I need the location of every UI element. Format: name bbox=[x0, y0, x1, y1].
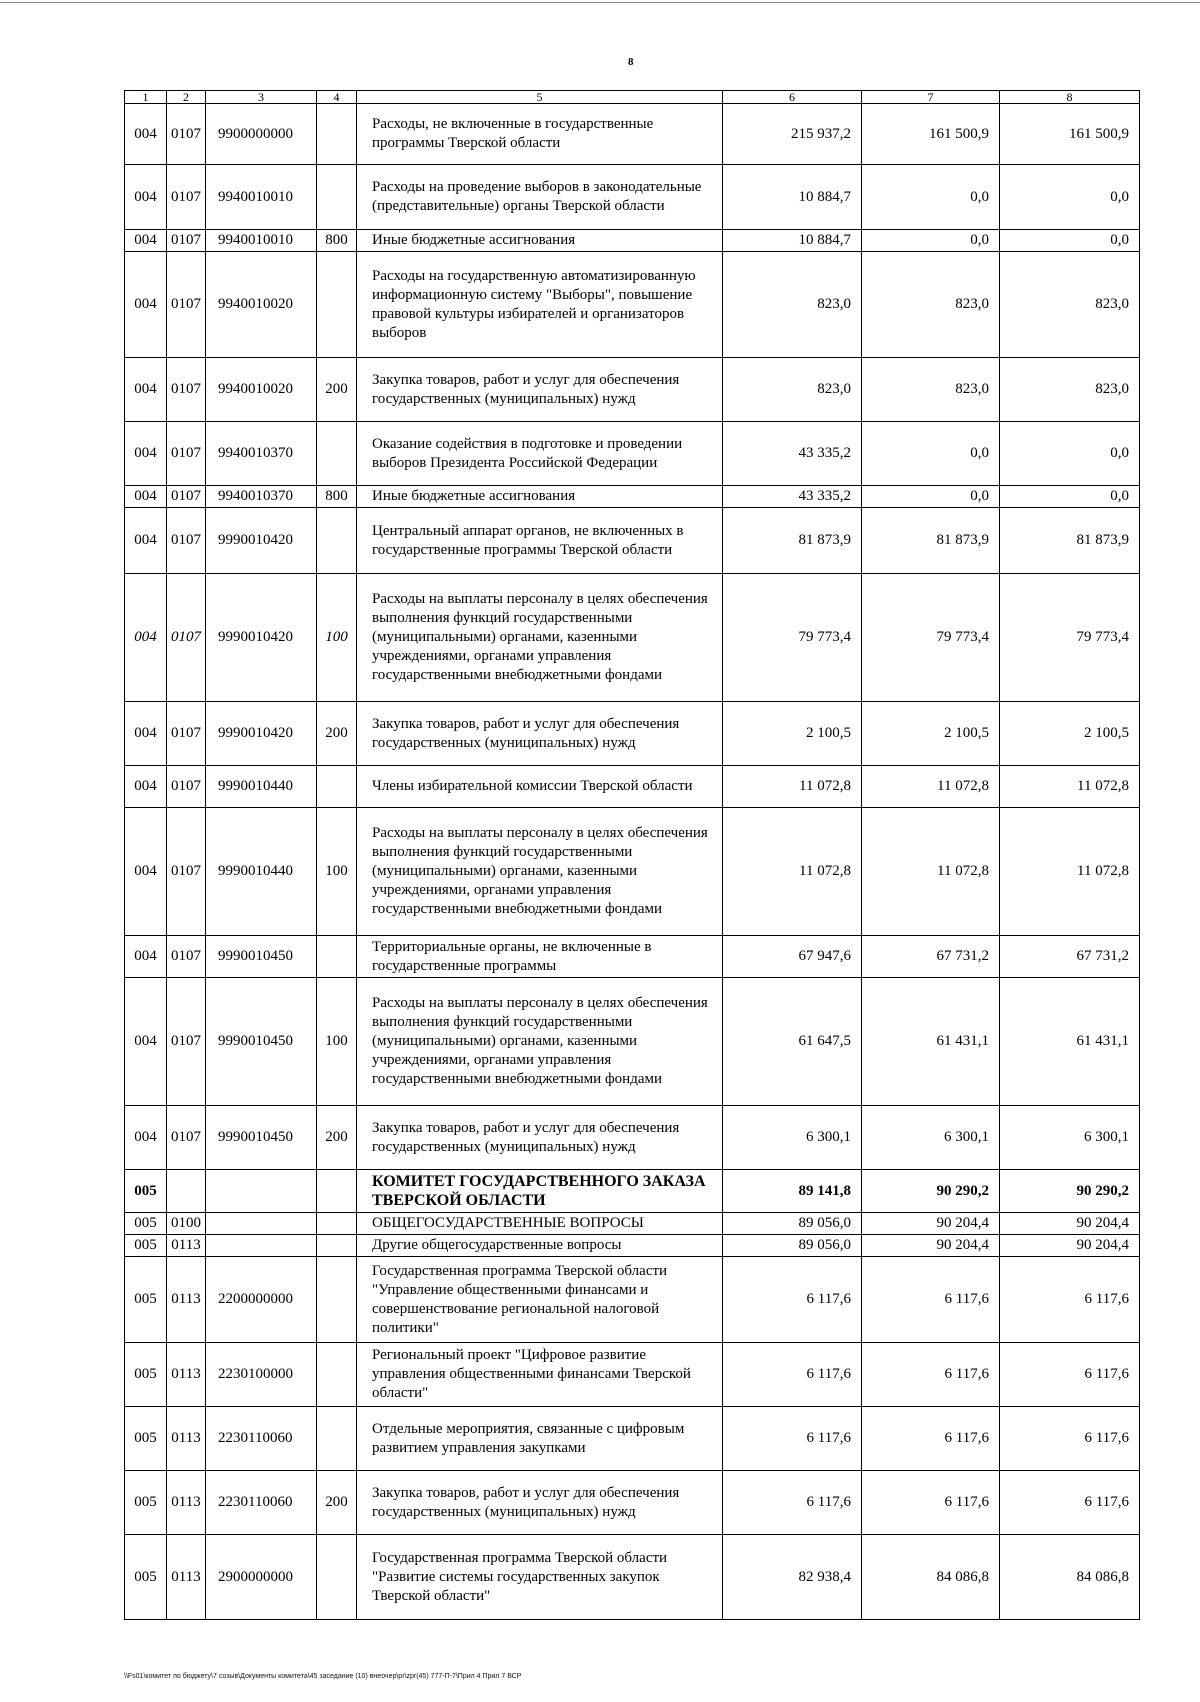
cell-ministry: 004 bbox=[125, 358, 167, 422]
cell-description: Закупка товаров, работ и услуг для обеспечения государственных (муниципальных) нужд bbox=[357, 358, 723, 422]
cell-amount-7: 11 072,8 bbox=[862, 808, 1000, 936]
cell-description: Закупка товаров, работ и услуг для обеспечения государственных (муниципальных) нужд bbox=[357, 1471, 723, 1535]
cell-section: 0107 bbox=[167, 574, 206, 702]
cell-amount-8: 0,0 bbox=[1000, 486, 1140, 508]
cell-target-item: 2230110060 bbox=[206, 1407, 317, 1471]
cell-amount-8: 6 300,1 bbox=[1000, 1106, 1140, 1170]
cell-amount-7: 67 731,2 bbox=[862, 936, 1000, 978]
cell-section: 0113 bbox=[167, 1407, 206, 1471]
cell-amount-8: 823,0 bbox=[1000, 252, 1140, 358]
cell-expense-type bbox=[317, 1257, 357, 1343]
cell-expense-type bbox=[317, 936, 357, 978]
cell-ministry: 004 bbox=[125, 230, 167, 252]
header-cell: 8 bbox=[1000, 91, 1140, 104]
table-row-committee bbox=[125, 1170, 1140, 1213]
cell-expense-type bbox=[317, 1235, 357, 1257]
cell-description: Государственная программа Тверской области "Развитие системы государственных закупок Тверской области" bbox=[357, 1535, 723, 1620]
cell-description: Территориальные органы, не включенные в государственные программы bbox=[357, 936, 723, 978]
cell-ministry: 005 bbox=[125, 1170, 167, 1213]
cell-amount-6: 823,0 bbox=[723, 252, 862, 358]
cell-expense-type: 200 bbox=[317, 358, 357, 422]
cell-ministry: 004 bbox=[125, 165, 167, 230]
cell-amount-6: 67 947,6 bbox=[723, 936, 862, 978]
cell-ministry: 005 bbox=[125, 1235, 167, 1257]
cell-section bbox=[167, 1170, 206, 1213]
table-row bbox=[125, 574, 1140, 702]
cell-expense-type bbox=[317, 104, 357, 165]
table-row bbox=[125, 702, 1140, 766]
cell-amount-7: 823,0 bbox=[862, 252, 1000, 358]
cell-section: 0107 bbox=[167, 978, 206, 1106]
cell-target-item bbox=[206, 1213, 317, 1235]
cell-description: КОМИТЕТ ГОСУДАРСТВЕННОГО ЗАКАЗА ТВЕРСКОЙ ОБЛАСТИ bbox=[357, 1170, 723, 1213]
cell-amount-7: 6 117,6 bbox=[862, 1257, 1000, 1343]
cell-ministry: 005 bbox=[125, 1213, 167, 1235]
cell-ministry: 004 bbox=[125, 766, 167, 808]
cell-expense-type bbox=[317, 1343, 357, 1407]
cell-amount-8: 90 290,2 bbox=[1000, 1170, 1140, 1213]
table-row bbox=[125, 358, 1140, 422]
cell-amount-8: 11 072,8 bbox=[1000, 808, 1140, 936]
cell-amount-7: 6 117,6 bbox=[862, 1471, 1000, 1535]
cell-section: 0107 bbox=[167, 252, 206, 358]
cell-expense-type: 800 bbox=[317, 486, 357, 508]
cell-section: 0113 bbox=[167, 1235, 206, 1257]
cell-amount-7: 6 117,6 bbox=[862, 1343, 1000, 1407]
cell-ministry: 004 bbox=[125, 936, 167, 978]
cell-amount-7: 0,0 bbox=[862, 165, 1000, 230]
cell-amount-8: 67 731,2 bbox=[1000, 936, 1140, 978]
cell-section: 0107 bbox=[167, 808, 206, 936]
cell-target-item: 2200000000 bbox=[206, 1257, 317, 1343]
table-row bbox=[125, 1471, 1140, 1535]
cell-amount-7: 6 117,6 bbox=[862, 1407, 1000, 1471]
table-row bbox=[125, 936, 1140, 978]
cell-expense-type bbox=[317, 1535, 357, 1620]
cell-amount-6: 6 117,6 bbox=[723, 1471, 862, 1535]
table-row bbox=[125, 808, 1140, 936]
cell-amount-6: 6 117,6 bbox=[723, 1407, 862, 1471]
cell-section: 0107 bbox=[167, 936, 206, 978]
cell-amount-6: 81 873,9 bbox=[723, 508, 862, 574]
cell-description: Иные бюджетные ассигнования bbox=[357, 486, 723, 508]
cell-amount-8: 79 773,4 bbox=[1000, 574, 1140, 702]
cell-amount-8: 0,0 bbox=[1000, 422, 1140, 486]
cell-expense-type bbox=[317, 1170, 357, 1213]
cell-target-item: 9990010420 bbox=[206, 574, 317, 702]
cell-section: 0107 bbox=[167, 165, 206, 230]
header-cell: 5 bbox=[357, 91, 723, 104]
cell-amount-6: 89 141,8 bbox=[723, 1170, 862, 1213]
cell-description: Региональный проект "Цифровое развитие управления общественными финансами Тверской области" bbox=[357, 1343, 723, 1407]
header-row bbox=[125, 91, 1140, 104]
cell-section: 0113 bbox=[167, 1343, 206, 1407]
cell-amount-7: 81 873,9 bbox=[862, 508, 1000, 574]
cell-target-item: 9940010020 bbox=[206, 358, 317, 422]
cell-amount-6: 823,0 bbox=[723, 358, 862, 422]
cell-amount-8: 0,0 bbox=[1000, 165, 1140, 230]
scan-artifact-line bbox=[0, 2, 1200, 3]
cell-target-item: 2230100000 bbox=[206, 1343, 317, 1407]
cell-expense-type bbox=[317, 1407, 357, 1471]
table-row bbox=[125, 1535, 1140, 1620]
cell-amount-6: 2 100,5 bbox=[723, 702, 862, 766]
cell-expense-type bbox=[317, 1213, 357, 1235]
cell-description: Расходы, не включенные в государственные программы Тверской области bbox=[357, 104, 723, 165]
cell-section: 0107 bbox=[167, 230, 206, 252]
cell-amount-6: 6 117,6 bbox=[723, 1257, 862, 1343]
cell-expense-type bbox=[317, 165, 357, 230]
cell-amount-7: 90 204,4 bbox=[862, 1213, 1000, 1235]
page-number: 8 bbox=[628, 56, 634, 68]
cell-amount-7: 90 204,4 bbox=[862, 1235, 1000, 1257]
table-row bbox=[125, 1213, 1140, 1235]
cell-amount-6: 6 117,6 bbox=[723, 1343, 862, 1407]
cell-ministry: 005 bbox=[125, 1257, 167, 1343]
cell-target-item: 9940010010 bbox=[206, 230, 317, 252]
cell-description: Закупка товаров, работ и услуг для обеспечения государственных (муниципальных) нужд bbox=[357, 702, 723, 766]
cell-ministry: 004 bbox=[125, 508, 167, 574]
cell-section: 0113 bbox=[167, 1535, 206, 1620]
cell-ministry: 005 bbox=[125, 1471, 167, 1535]
cell-ministry: 004 bbox=[125, 104, 167, 165]
cell-target-item: 2230110060 bbox=[206, 1471, 317, 1535]
cell-amount-6: 43 335,2 bbox=[723, 422, 862, 486]
cell-amount-8: 161 500,9 bbox=[1000, 104, 1140, 165]
cell-expense-type bbox=[317, 766, 357, 808]
table-row bbox=[125, 508, 1140, 574]
cell-expense-type: 100 bbox=[317, 808, 357, 936]
cell-amount-7: 2 100,5 bbox=[862, 702, 1000, 766]
cell-ministry: 004 bbox=[125, 574, 167, 702]
header-cell: 7 bbox=[862, 91, 1000, 104]
cell-amount-8: 823,0 bbox=[1000, 358, 1140, 422]
cell-section: 0107 bbox=[167, 422, 206, 486]
table-row bbox=[125, 1343, 1140, 1407]
cell-description: Расходы на проведение выборов в законодательные (представительные) органы Тверской области bbox=[357, 165, 723, 230]
cell-section: 0107 bbox=[167, 766, 206, 808]
cell-amount-8: 6 117,6 bbox=[1000, 1343, 1140, 1407]
cell-section: 0107 bbox=[167, 358, 206, 422]
cell-amount-6: 11 072,8 bbox=[723, 766, 862, 808]
cell-description: Государственная программа Тверской области "Управление общественными финансами и совершенствование региональной налоговой политики" bbox=[357, 1257, 723, 1343]
cell-target-item: 9990010440 bbox=[206, 808, 317, 936]
cell-ministry: 005 bbox=[125, 1343, 167, 1407]
cell-section: 0113 bbox=[167, 1471, 206, 1535]
table-row bbox=[125, 1235, 1140, 1257]
header-cell: 2 bbox=[167, 91, 206, 104]
cell-amount-8: 0,0 bbox=[1000, 230, 1140, 252]
cell-amount-8: 84 086,8 bbox=[1000, 1535, 1140, 1620]
cell-ministry: 004 bbox=[125, 1106, 167, 1170]
cell-expense-type bbox=[317, 252, 357, 358]
cell-target-item: 9900000000 bbox=[206, 104, 317, 165]
cell-description: Расходы на выплаты персоналу в целях обеспечения выполнения функций государственными (муниципальными) органами, казенными учреждениями, органами управления государственными внебюджетными фондами bbox=[357, 978, 723, 1106]
cell-amount-7: 90 290,2 bbox=[862, 1170, 1000, 1213]
cell-section: 0113 bbox=[167, 1257, 206, 1343]
cell-amount-7: 61 431,1 bbox=[862, 978, 1000, 1106]
cell-target-item: 9990010420 bbox=[206, 702, 317, 766]
cell-expense-type: 800 bbox=[317, 230, 357, 252]
cell-section: 0107 bbox=[167, 1106, 206, 1170]
cell-amount-6: 215 937,2 bbox=[723, 104, 862, 165]
cell-ministry: 005 bbox=[125, 1535, 167, 1620]
cell-amount-8: 6 117,6 bbox=[1000, 1257, 1140, 1343]
cell-amount-7: 823,0 bbox=[862, 358, 1000, 422]
cell-description: Центральный аппарат органов, не включенных в государственные программы Тверской области bbox=[357, 508, 723, 574]
cell-amount-7: 161 500,9 bbox=[862, 104, 1000, 165]
cell-amount-8: 61 431,1 bbox=[1000, 978, 1140, 1106]
cell-amount-8: 11 072,8 bbox=[1000, 766, 1140, 808]
cell-section: 0107 bbox=[167, 508, 206, 574]
table-row bbox=[125, 165, 1140, 230]
cell-section: 0107 bbox=[167, 702, 206, 766]
cell-target-item: 9940010370 bbox=[206, 486, 317, 508]
cell-amount-6: 89 056,0 bbox=[723, 1213, 862, 1235]
cell-ministry: 004 bbox=[125, 486, 167, 508]
cell-target-item: 9990010440 bbox=[206, 766, 317, 808]
cell-amount-7: 0,0 bbox=[862, 422, 1000, 486]
cell-amount-6: 89 056,0 bbox=[723, 1235, 862, 1257]
cell-amount-8: 81 873,9 bbox=[1000, 508, 1140, 574]
cell-target-item: 9990010450 bbox=[206, 1106, 317, 1170]
cell-section: 0107 bbox=[167, 486, 206, 508]
cell-target-item: 9940010020 bbox=[206, 252, 317, 358]
cell-description: Члены избирательной комиссии Тверской области bbox=[357, 766, 723, 808]
cell-amount-6: 43 335,2 bbox=[723, 486, 862, 508]
cell-description: Оказание содействия в подготовке и проведении выборов Президента Российской Федерации bbox=[357, 422, 723, 486]
cell-ministry: 004 bbox=[125, 422, 167, 486]
cell-amount-6: 10 884,7 bbox=[723, 230, 862, 252]
cell-description: Расходы на государственную автоматизированную информационную систему "Выборы", повышение правовой культуры избирателей и организаторов выборов bbox=[357, 252, 723, 358]
table-row bbox=[125, 252, 1140, 358]
cell-amount-7: 84 086,8 bbox=[862, 1535, 1000, 1620]
cell-amount-8: 90 204,4 bbox=[1000, 1213, 1140, 1235]
table-row bbox=[125, 422, 1140, 486]
table-row bbox=[125, 1257, 1140, 1343]
cell-ministry: 004 bbox=[125, 252, 167, 358]
cell-target-item: 2900000000 bbox=[206, 1535, 317, 1620]
cell-amount-6: 61 647,5 bbox=[723, 978, 862, 1106]
cell-amount-6: 82 938,4 bbox=[723, 1535, 862, 1620]
table-row bbox=[125, 486, 1140, 508]
cell-amount-6: 11 072,8 bbox=[723, 808, 862, 936]
cell-expense-type bbox=[317, 422, 357, 486]
cell-description: Расходы на выплаты персоналу в целях обеспечения выполнения функций государственными (муниципальными) органами, казенными учреждениями, органами управления государственными внебюджетными фондами bbox=[357, 574, 723, 702]
table-row bbox=[125, 230, 1140, 252]
cell-description: Отдельные мероприятия, связанные с цифровым развитием управления закупками bbox=[357, 1407, 723, 1471]
cell-amount-7: 11 072,8 bbox=[862, 766, 1000, 808]
cell-section: 0107 bbox=[167, 104, 206, 165]
cell-amount-7: 79 773,4 bbox=[862, 574, 1000, 702]
cell-amount-7: 6 300,1 bbox=[862, 1106, 1000, 1170]
cell-target-item: 9990010450 bbox=[206, 936, 317, 978]
header-cell: 4 bbox=[317, 91, 357, 104]
cell-amount-6: 79 773,4 bbox=[723, 574, 862, 702]
cell-amount-8: 2 100,5 bbox=[1000, 702, 1140, 766]
table-row bbox=[125, 1106, 1140, 1170]
cell-target-item: 9940010010 bbox=[206, 165, 317, 230]
budget-table bbox=[124, 90, 1140, 1620]
cell-amount-8: 6 117,6 bbox=[1000, 1471, 1140, 1535]
header-cell: 1 bbox=[125, 91, 167, 104]
cell-amount-8: 6 117,6 bbox=[1000, 1407, 1140, 1471]
cell-ministry: 005 bbox=[125, 1407, 167, 1471]
cell-description: Иные бюджетные ассигнования bbox=[357, 230, 723, 252]
cell-expense-type: 100 bbox=[317, 574, 357, 702]
cell-expense-type: 200 bbox=[317, 1471, 357, 1535]
cell-target-item bbox=[206, 1235, 317, 1257]
cell-description: ОБЩЕГОСУДАРСТВЕННЫЕ ВОПРОСЫ bbox=[357, 1213, 723, 1235]
table-row bbox=[125, 978, 1140, 1106]
cell-amount-8: 90 204,4 bbox=[1000, 1235, 1140, 1257]
cell-expense-type: 100 bbox=[317, 978, 357, 1106]
cell-target-item: 9990010450 bbox=[206, 978, 317, 1106]
file-path-footer: \\Fs01\комитет по бюджету\7 созыв\Документы комитета\45 заседание (10) внеочер\pr\zpr(45) 777-П-7\Прил 4 Прил 7 ВСР bbox=[124, 1673, 522, 1680]
cell-target-item: 9940010370 bbox=[206, 422, 317, 486]
cell-expense-type: 200 bbox=[317, 1106, 357, 1170]
table-row bbox=[125, 104, 1140, 165]
cell-ministry: 004 bbox=[125, 808, 167, 936]
cell-target-item: 9990010420 bbox=[206, 508, 317, 574]
cell-target-item bbox=[206, 1170, 317, 1213]
cell-amount-7: 0,0 bbox=[862, 486, 1000, 508]
cell-expense-type: 200 bbox=[317, 702, 357, 766]
cell-ministry: 004 bbox=[125, 978, 167, 1106]
table-row bbox=[125, 1407, 1140, 1471]
header-cell: 3 bbox=[206, 91, 317, 104]
cell-amount-6: 10 884,7 bbox=[723, 165, 862, 230]
cell-description: Расходы на выплаты персоналу в целях обеспечения выполнения функций государственными (муниципальными) органами, казенными учреждениями, органами управления государственными внебюджетными фондами bbox=[357, 808, 723, 936]
cell-description: Другие общегосударственные вопросы bbox=[357, 1235, 723, 1257]
cell-expense-type bbox=[317, 508, 357, 574]
cell-amount-6: 6 300,1 bbox=[723, 1106, 862, 1170]
cell-description: Закупка товаров, работ и услуг для обеспечения государственных (муниципальных) нужд bbox=[357, 1106, 723, 1170]
cell-ministry: 004 bbox=[125, 702, 167, 766]
header-cell: 6 bbox=[723, 91, 862, 104]
table-row bbox=[125, 766, 1140, 808]
cell-section: 0100 bbox=[167, 1213, 206, 1235]
cell-amount-7: 0,0 bbox=[862, 230, 1000, 252]
